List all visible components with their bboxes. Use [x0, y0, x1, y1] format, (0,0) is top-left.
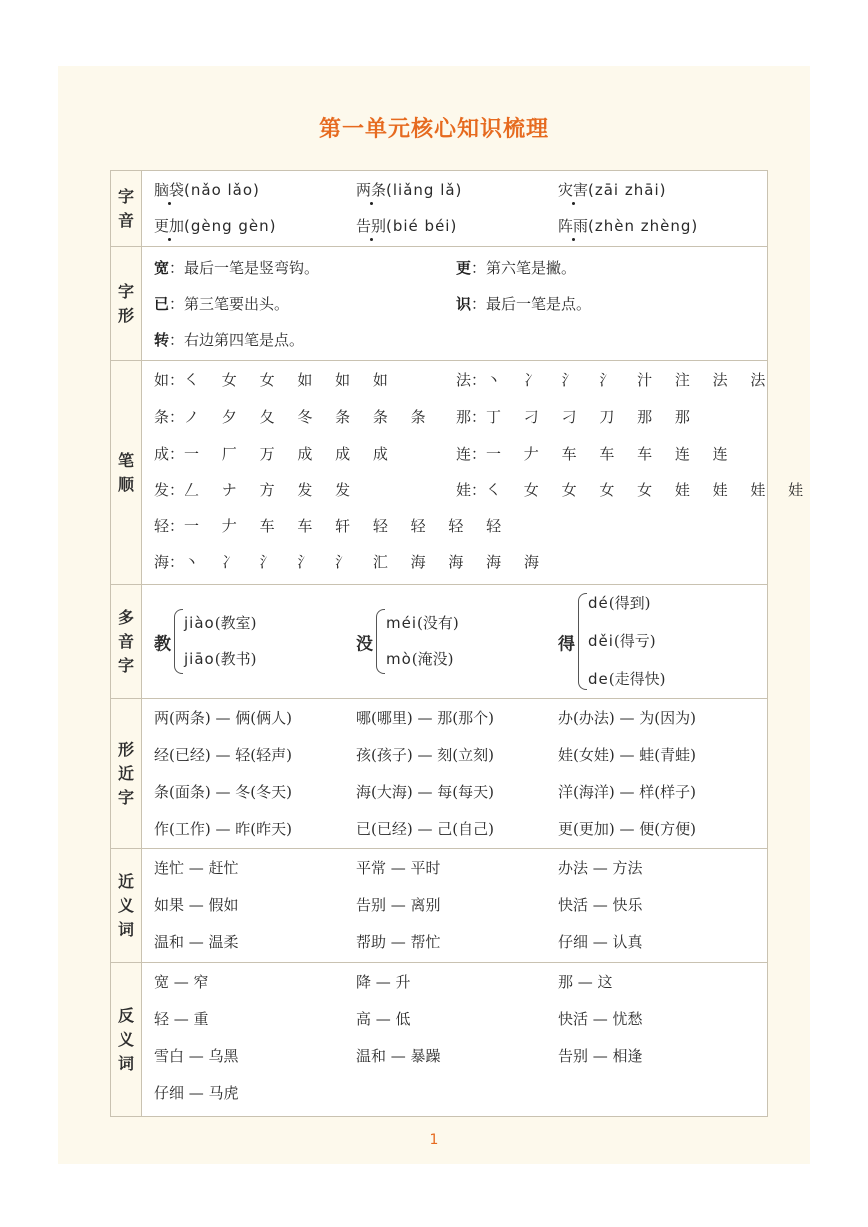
stroke-item: 条：ノ 夕 夂 冬 条 条 条: [154, 408, 435, 426]
antonym-pair: 宽 — 窄: [154, 973, 209, 991]
stroke-item: 那：丁 刁 刁 刀 那 那: [456, 408, 699, 426]
section-antonyms: [111, 963, 768, 1117]
stroke-item: 法：丶 冫 氵 氵 汁 注 法 法: [456, 371, 775, 389]
section-body: [142, 585, 768, 699]
section-label: 近 义 词: [111, 849, 142, 963]
synonym-pair: 快活 — 快乐: [558, 896, 643, 914]
section-label: 字 音: [111, 171, 142, 247]
section-body: [142, 699, 768, 849]
antonym-pair: 轻 — 重: [154, 1010, 209, 1028]
synonym-pair: 仔细 — 认真: [558, 933, 643, 951]
antonym-pair: 降 — 升: [356, 973, 411, 991]
knowledge-table: [110, 170, 813, 1117]
pronunciation-item: 告别(bié béi): [356, 209, 457, 243]
similar-pair: 娃(女娃) — 蛙(青蛙): [558, 746, 696, 764]
shape-item: 更：第六笔是撇。: [456, 259, 577, 277]
polyphone-reading: jiào(教室): [184, 614, 257, 632]
synonym-pair: 帮助 — 帮忙: [356, 933, 441, 951]
similar-pair: 两(两条) — 俩(俩人): [154, 709, 292, 727]
polyphone-reading: dé(得到): [588, 594, 651, 612]
section-label: 多 音 字: [111, 585, 142, 699]
worksheet-page: [58, 66, 813, 1164]
polyphone-reading: de(走得快): [588, 670, 666, 688]
section-polyphones: [111, 585, 768, 699]
similar-pair: 作(工作) — 昨(昨天): [154, 820, 292, 838]
synonym-pair: 平常 — 平时: [356, 859, 441, 877]
section-pronunciation: [111, 171, 768, 247]
section-body: [142, 963, 768, 1117]
section-body: [142, 849, 768, 963]
pronunciation-item: 灾害(zāi zhāi): [558, 173, 666, 207]
polyphone-reading: mò(淹没): [386, 650, 454, 668]
polyphone-reading: méi(没有): [386, 614, 459, 632]
page-title: 第一单元核心知识梳理: [318, 117, 549, 142]
synonym-pair: 如果 — 假如: [154, 896, 239, 914]
stroke-item: 轻：一 𠂇 车 车 轩 轻 轻 轻 轻: [154, 517, 511, 535]
synonym-pair: 连忙 — 赶忙: [154, 859, 239, 877]
polyphone-group: 教 jiào(教室) jiāo(教书): [154, 585, 334, 698]
shape-item: 宽：最后一笔是竖弯钩。: [154, 259, 320, 277]
similar-pair: 孩(孩子) — 刻(立刻): [356, 746, 494, 764]
antonym-pair: 那 — 这: [558, 973, 613, 991]
section-similar-chars: [111, 699, 768, 849]
similar-pair: 海(大海) — 每(每天): [356, 783, 494, 801]
section-label: 笔 顺: [111, 361, 142, 585]
stroke-item: 如：㇛ 女 女 如 如 如: [154, 371, 397, 389]
similar-pair: 洋(海洋) — 样(样子): [558, 783, 696, 801]
similar-pair: 经(已经) — 轻(轻声): [154, 746, 292, 764]
synonym-pair: 告别 — 离别: [356, 896, 441, 914]
section-label: 形 近 字: [111, 699, 142, 849]
antonym-pair: 雪白 — 乌黑: [154, 1047, 239, 1065]
section-body: [142, 171, 768, 247]
pronunciation-item: 更加(gèng gèn): [154, 209, 277, 243]
antonym-pair: 仔细 — 马虎: [154, 1084, 239, 1102]
shape-item: 已：第三笔要出头。: [154, 295, 290, 313]
polyphone-reading: jiāo(教书): [184, 650, 257, 668]
stroke-item: 海：丶 冫 氵 氵 氵 汇 海 海 海 海: [154, 553, 548, 571]
polyphone-group: 没 méi(没有) mò(淹没): [356, 585, 536, 698]
synonym-pair: 办法 — 方法: [558, 859, 643, 877]
page-number: 1: [429, 1132, 439, 1148]
similar-pair: 已(已经) — 己(自己): [356, 820, 494, 838]
pronunciation-item: 两条(liǎng lǎ): [356, 173, 462, 207]
section-synonyms: [111, 849, 768, 963]
antonym-pair: 告别 — 相逢: [558, 1047, 643, 1065]
synonym-pair: 温和 — 温柔: [154, 933, 239, 951]
antonym-pair: 快活 — 忧愁: [558, 1010, 643, 1028]
stroke-item: 发：𠃋 ナ 方 发 发: [154, 481, 360, 499]
antonym-pair: 高 — 低: [356, 1010, 411, 1028]
pronunciation-item: 脑袋(nǎo lǎo): [154, 173, 260, 207]
polyphone-group: 得 dé(得到) děi(得亏) de(走得快): [558, 585, 748, 698]
similar-pair: 条(面条) — 冬(冬天): [154, 783, 292, 801]
section-body: [142, 247, 768, 361]
section-shape: [111, 247, 768, 361]
section-label: 反 义 词: [111, 963, 142, 1117]
pronunciation-item: 阵雨(zhèn zhèng): [558, 209, 698, 243]
similar-pair: 哪(哪里) — 那(那个): [356, 709, 494, 727]
section-label: 字 形: [111, 247, 142, 361]
shape-item: 识：最后一笔是点。: [456, 295, 592, 313]
stroke-item: 成：一 厂 万 成 成 成: [154, 445, 397, 463]
similar-pair: 办(办法) — 为(因为): [558, 709, 696, 727]
polyphone-reading: děi(得亏): [588, 632, 656, 650]
stroke-item: 娃：㇛ 女 女 女 女 娃 娃 娃 娃: [456, 481, 813, 499]
stroke-item: 连：一 𠂇 车 车 车 连 连: [456, 445, 737, 463]
section-body: [142, 361, 813, 585]
shape-item: 转：右边第四笔是点。: [154, 331, 305, 349]
similar-pair: 更(更加) — 便(方便): [558, 820, 696, 838]
antonym-pair: 温和 — 暴躁: [356, 1047, 441, 1065]
section-stroke-order: [111, 361, 768, 585]
